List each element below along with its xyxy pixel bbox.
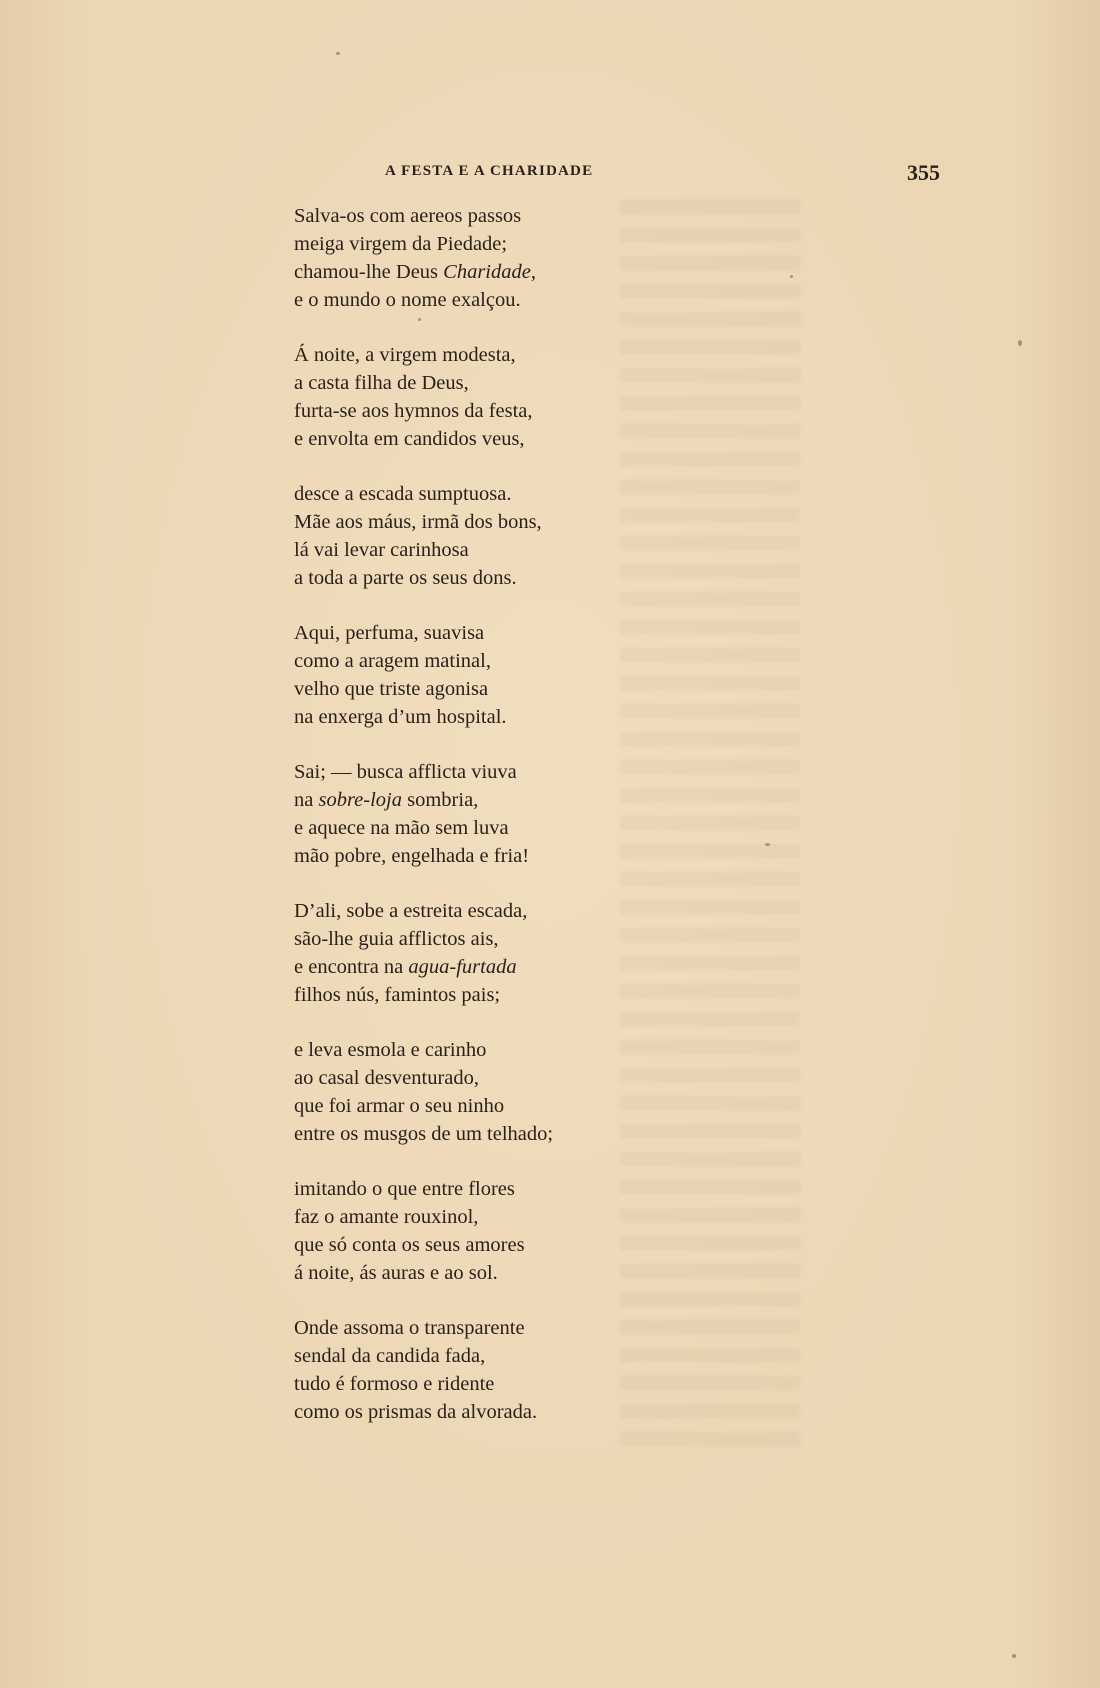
- verse-text: e encontra na: [294, 956, 409, 978]
- verse-line: [294, 258, 754, 286]
- page-header: [385, 160, 940, 186]
- paper-speck: [336, 52, 340, 55]
- verse-text: ,: [530, 261, 536, 283]
- verse-line: mão pobre, engelhada e fria!: [294, 845, 530, 867]
- verse-line: a casta filha de Deus,: [294, 372, 469, 394]
- stanza: [294, 1036, 754, 1148]
- paper-speck: [1018, 340, 1022, 346]
- italic-term: agua-furtada: [408, 956, 517, 978]
- verse-line: desce a escada sumptuosa.: [294, 483, 512, 505]
- verse-line: Á noite, a virgem modesta,: [294, 344, 516, 366]
- verse-line: e aquece na mão sem luva: [294, 817, 509, 839]
- verse-line: e o mundo o nome exalçou.: [294, 289, 521, 311]
- verse-line: [294, 786, 754, 814]
- verse-line: Sai; — busca afflicta viuva: [294, 761, 517, 783]
- verse-line: como a aragem matinal,: [294, 650, 491, 672]
- verse-line: que só conta os seus amores: [294, 1234, 525, 1256]
- paper-speck: [765, 843, 770, 846]
- stanza: [294, 480, 754, 592]
- verse-line: faz o amante rouxinol,: [294, 1206, 479, 1228]
- verse-line: velho que triste agonisa: [294, 678, 489, 700]
- verse-line: Salva-os com aereos passos: [294, 205, 522, 227]
- italic-term: sobre-loja: [318, 789, 402, 811]
- page-number: 355: [907, 160, 940, 185]
- verse-line: Onde assoma o transparente: [294, 1317, 525, 1339]
- verse-line: como os prismas da alvorada.: [294, 1401, 538, 1423]
- verse-line: Mãe aos máus, irmã dos bons,: [294, 511, 542, 533]
- verse-line: á noite, ás auras e ao sol.: [294, 1262, 498, 1284]
- stanza: [294, 341, 754, 453]
- verse-line: furta-se aos hymnos da festa,: [294, 400, 533, 422]
- paper-speck: [1012, 1654, 1016, 1658]
- verse-line: que foi armar o seu ninho: [294, 1095, 505, 1117]
- verse-line: são-lhe guia afflictos ais,: [294, 928, 499, 950]
- stanza: [294, 897, 754, 1009]
- verse-line: e leva esmola e carinho: [294, 1039, 487, 1061]
- poem-body: [294, 202, 754, 1453]
- stanza: [294, 1175, 754, 1287]
- italic-term: Charidade: [443, 261, 531, 283]
- verse-text: sombria,: [402, 789, 479, 811]
- verse-line: e envolta em candidos veus,: [294, 428, 525, 450]
- verse-line: entre os musgos de um telhado;: [294, 1123, 554, 1145]
- verse-line: imitando o que entre flores: [294, 1178, 515, 1200]
- paper-speck: [790, 275, 793, 278]
- stanza: [294, 619, 754, 731]
- verse-line: filhos nús, famintos pais;: [294, 984, 501, 1006]
- running-title: A FESTA E A CHARIDADE: [385, 163, 594, 179]
- verse-text: na: [294, 789, 319, 811]
- stanza: [294, 758, 754, 870]
- verse-line: a toda a parte os seus dons.: [294, 567, 517, 589]
- verse-line: sendal da candida fada,: [294, 1345, 486, 1367]
- verse-line: Aqui, perfuma, suavisa: [294, 622, 485, 644]
- verse-line: [294, 953, 754, 981]
- paper-speck: [418, 318, 421, 321]
- stanza: [294, 202, 754, 314]
- verse-line: na enxerga d’um hospital.: [294, 706, 507, 728]
- verse-text: chamou-lhe Deus: [294, 261, 444, 283]
- verse-line: lá vai levar carinhosa: [294, 539, 469, 561]
- verse-line: ao casal desventurado,: [294, 1067, 479, 1089]
- verse-line: meiga virgem da Piedade;: [294, 233, 508, 255]
- verse-line: D’ali, sobe a estreita escada,: [294, 900, 528, 922]
- stanza: [294, 1314, 754, 1426]
- verse-line: tudo é formoso e ridente: [294, 1373, 495, 1395]
